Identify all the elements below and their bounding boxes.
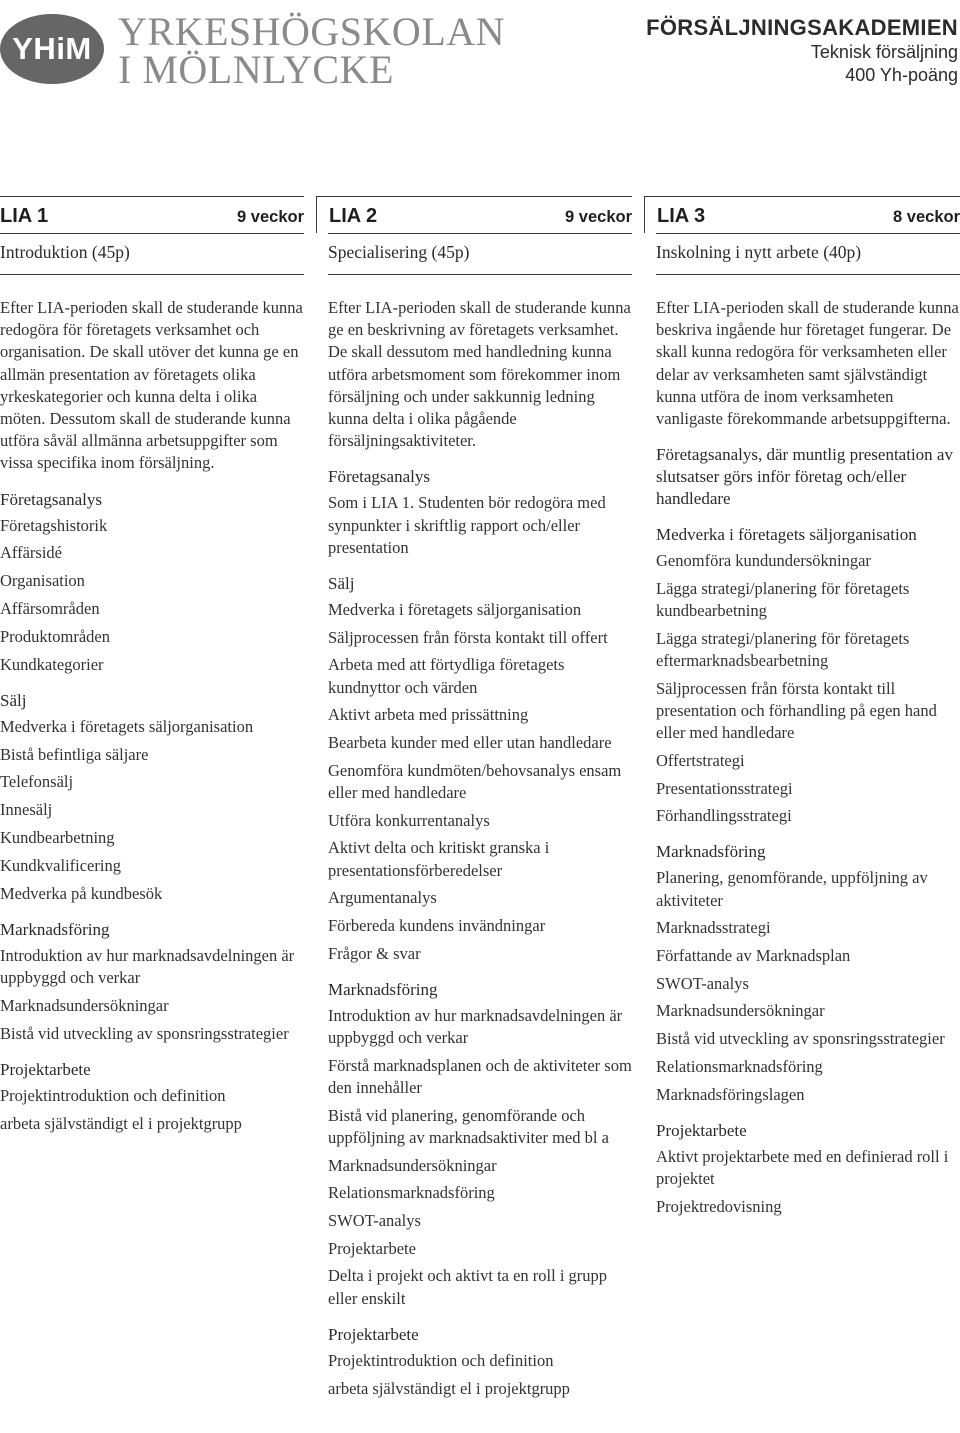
intro-paragraph: Efter LIA-perioden skall de studerande kunna ge en beskrivning av företagets verksamhet. De skall dessutom med handledning kunna utföra arbetsmoment som förekommer inom försäljning och under sakkunnig ledning kunna delta i olika pågående försäljningsaktiviteter. [328, 298, 631, 451]
school-name-line1: YRKESHÖGSKOLAN [118, 9, 506, 54]
section-title [656, 1120, 960, 1142]
section-title [0, 690, 304, 712]
page-header [0, 0, 960, 110]
section-title [0, 489, 304, 511]
school-name [118, 9, 506, 92]
section-item: Aktivt delta och kritiskt granska i presentationsförberedelser [328, 838, 550, 880]
section-item: Marknadsföringslagen [656, 1084, 805, 1104]
section-title [0, 1059, 304, 1081]
section-item: Kundkategorier [0, 654, 104, 674]
column-body [328, 275, 632, 1400]
section-item: Företagshistorik [0, 515, 108, 535]
section-item: Säljprocessen från första kontakt till presentation och förhandling på egen hand eller med handledare [656, 678, 937, 743]
section-item: Förhandlingsstrategi [656, 806, 792, 826]
section-title-text: Projektarbete [0, 1059, 91, 1079]
section-title-text: Företagsanalys [0, 489, 102, 509]
section-title-text: Marknadsföring [656, 842, 766, 862]
lia-title: LIA 2 [329, 205, 378, 227]
intro-paragraph: Efter LIA-perioden skall de studerande kunna beskriva ingående hur företaget fungerar. De skall kunna redogöra för verksamheten eller delar av verksamheten samt självständigt kunna utföra de inom verksamheten vanligaste förekommande arbetsuppgifterna. [656, 298, 959, 429]
section-item: Marknadsstrategi [656, 918, 771, 938]
section-item: Arbeta med att förtydliga företagets kundnyttor och värden [328, 655, 565, 697]
lia-column-1 [0, 196, 304, 1140]
lia-duration: 9 veckor [237, 208, 304, 226]
section-item: Introduktion av hur marknadsavdelningen är uppbyggd och verkar [328, 1005, 623, 1048]
section-item: Förbereda kundens invändningar [328, 915, 546, 935]
section-item: Introduktion av hur marknadsavdelningen är uppbyggd och verkar [0, 945, 295, 987]
section-item: Presentationsstrategi [656, 778, 793, 798]
section-title [328, 1324, 632, 1346]
section-item: Affärsidé [0, 543, 63, 563]
lia-subtitle: Specialisering (45p) [328, 233, 632, 275]
column-header [0, 196, 304, 233]
course-section [0, 1059, 304, 1135]
section-item: Projektintroduktion och definition [0, 1085, 226, 1105]
intro-paragraph: Efter LIA-perioden skall de studerande kunna redogöra för företagets verksamhet och organisation. De skall utöver det kunna ge en allmän presentation av företagets olika yrkeskategorier och kunna delta i olika möten. Dessutom skall de studerande kunna utföra såväl allmänna arbetsuppgifter som vissa specifika inom försäljning. [0, 298, 303, 473]
section-item: Medverka i företagets säljorganisation [0, 716, 254, 736]
section-title-text: Marknadsföring [328, 979, 438, 999]
section-item: Kundbearbetning [0, 828, 115, 847]
section-item: Frågor & svar [328, 943, 421, 963]
course-section [656, 1120, 960, 1218]
section-item: Relationsmarknadsföring [328, 1183, 495, 1203]
section-item: Genomföra kundundersökningar [656, 551, 871, 571]
lia-subtitle: Introduktion (45p) [0, 233, 304, 275]
section-title [328, 979, 632, 1001]
section-title-text: Sälj [0, 690, 27, 710]
section-item: Genomföra kundmöten/behovsanalys ensam eller med handledare [328, 760, 622, 802]
course-section [0, 489, 304, 676]
section-title [328, 466, 632, 488]
course-section [656, 524, 960, 827]
lia-subtitle: Inskolning i nytt arbete (40p) [656, 233, 960, 275]
section-item: SWOT-analys [656, 973, 749, 993]
section-item: Bistå vid utveckling av sponsringsstrategier [0, 1023, 289, 1043]
section-title-text: Företagsanalys [328, 467, 430, 487]
section-title-text: Företagsanalys, [656, 445, 763, 465]
section-item: Telefonsälj [0, 772, 74, 792]
section-title-text: Projektarbete [328, 1324, 419, 1344]
program-points: 400 Yh-poäng [845, 65, 958, 85]
section-item: Produktområden [0, 626, 110, 646]
section-item: Affärsområden [0, 599, 100, 619]
section-item: Lägga strategi/planering för företagets kundbearbetning [656, 578, 910, 621]
section-title [328, 573, 632, 595]
section-item: Bistå vid planering, genomförande och uppföljning av marknadsaktiviter med bl a [328, 1105, 609, 1147]
logo-badge-text: YHiM [12, 31, 92, 66]
column-header [316, 196, 632, 233]
lia-duration: 8 veckor [893, 208, 960, 226]
section-item: Aktivt arbeta med prissättning [328, 705, 529, 725]
course-section [328, 466, 632, 559]
section-item: Relationsmarknadsföring [656, 1056, 823, 1076]
section-item: Kundkvalificering [0, 855, 121, 875]
section-item: Argumentanalys [328, 888, 437, 908]
section-item: Projektintroduktion och definition [328, 1350, 554, 1370]
section-title [656, 841, 960, 863]
section-item: Planering, genomförande, uppföljning av aktiviteter [656, 868, 928, 910]
section-item: Säljprocessen från första kontakt till offert [328, 627, 608, 647]
lia-duration: 9 veckor [565, 208, 632, 226]
section-item: Lägga strategi/planering för företagets eftermarknadsbearbetning [656, 628, 910, 671]
section-item: Författande av Marknadsplan [656, 946, 851, 966]
section-item: Marknadsundersökningar [0, 995, 169, 1015]
section-item: Offertstrategi [656, 750, 745, 770]
section-title-rest: där muntlig presentation av slutsatser görs inför företag och/eller handledare [656, 445, 953, 509]
section-item: Bistå vid utveckling av sponsringsstrategier [656, 1029, 945, 1049]
section-item: arbeta självständigt el i projektgrupp [0, 1113, 242, 1133]
program-title: FÖRSÄLJNINGSAKADEMIEN [646, 15, 958, 40]
section-item: Organisation [0, 571, 85, 591]
section-title-text: Projektarbete [656, 1120, 747, 1140]
section-item: Utföra konkurrentanalys [328, 810, 490, 830]
section-title [656, 444, 960, 510]
school-logo [0, 14, 104, 84]
section-item: Medverka i företagets säljorganisation [328, 600, 582, 620]
section-item: Projektarbete [328, 1238, 416, 1258]
column-header [644, 196, 960, 233]
column-body [0, 275, 304, 1135]
section-item: arbeta självständigt el i projektgrupp [328, 1378, 570, 1398]
column-body [656, 275, 960, 1218]
section-item: Aktivt projektarbete med en definierad roll i projektet [656, 1146, 949, 1188]
course-section [328, 573, 632, 965]
course-section [0, 690, 304, 905]
lia-title: LIA 1 [0, 205, 49, 227]
section-item: Medverka på kundbesök [0, 883, 163, 903]
lia-title: LIA 3 [657, 205, 706, 227]
section-item: Projektredovisning [656, 1196, 782, 1216]
section-title-text: Sälj [328, 574, 355, 594]
course-section [328, 979, 632, 1310]
lia-column-3 [656, 196, 960, 1223]
section-item: Marknadsundersökningar [328, 1155, 497, 1175]
section-item: Som i LIA 1. Studenten bör redogöra med synpunkter i skriftlig rapport och/eller presentation [328, 493, 606, 557]
section-title-text: Marknadsföring [0, 919, 110, 939]
section-item: Bistå befintliga säljare [0, 744, 149, 764]
section-item: Marknadsundersökningar [656, 1001, 825, 1021]
program-subtitle: Teknisk försäljning [810, 42, 958, 62]
program-info [646, 15, 958, 87]
course-section [0, 919, 304, 1045]
section-item: SWOT-analys [328, 1211, 421, 1230]
school-name-line2: I MÖLNLYCKE [118, 47, 394, 92]
section-item: Bearbeta kunder med eller utan handledare [328, 733, 612, 753]
course-section [328, 1324, 632, 1400]
section-title [656, 524, 960, 546]
section-item: Förstå marknadsplanen och de aktiviteter som den innehåller [328, 1055, 632, 1097]
section-title [0, 919, 304, 941]
section-item: Delta i projekt och aktivt ta en roll i grupp eller enskilt [328, 1266, 608, 1308]
course-section [656, 841, 960, 1105]
course-section [656, 444, 960, 510]
lia-column-2 [328, 196, 632, 1405]
section-item: Innesälj [0, 800, 53, 820]
section-title-text: Medverka i företagets säljorganisation [656, 525, 917, 545]
